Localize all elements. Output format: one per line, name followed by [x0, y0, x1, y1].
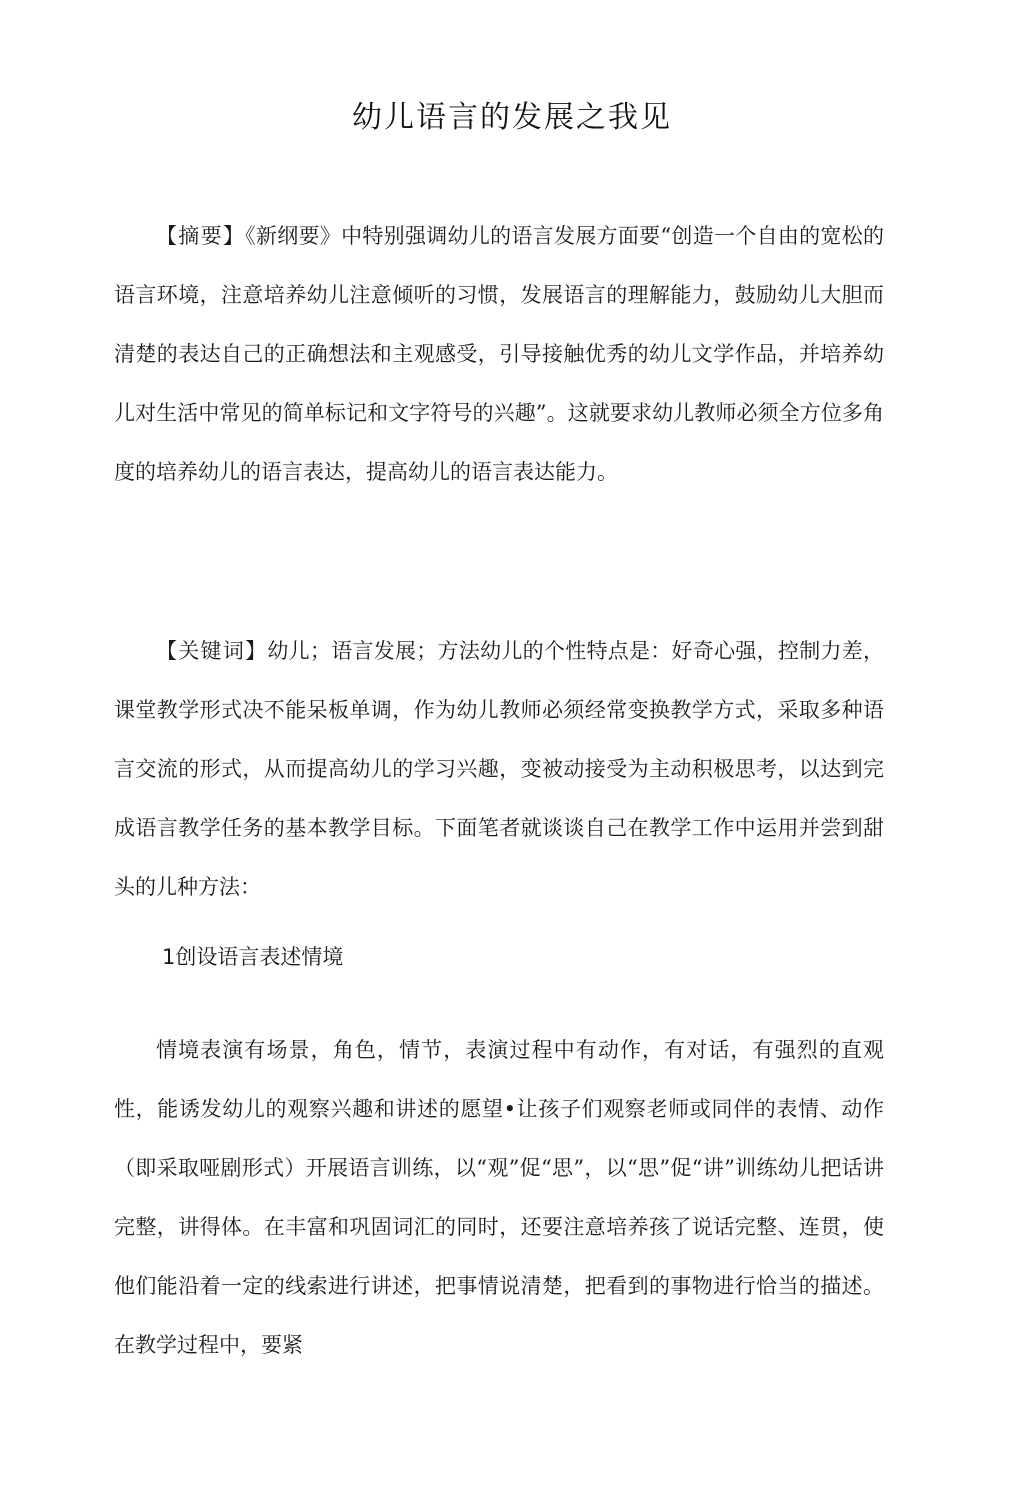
abstract-paragraph	[114, 207, 884, 502]
section-1-paragraph: 情境表演有场景，角色，情节，表演过程中有动作，有对话，有强烈的直观性，能诱发幼儿的观察兴趣和讲述的愿望•让孩子们观察老师或同伴的表情、动作（即采取哑剧形式）开展语言训练，以“观”促“思”，以“思”促“讲”训练幼儿把话讲完整，讲得体。在丰富和巩固词汇的同时，还要注意培养孩了说话完整、连贯，使他们能沿着一定的线索进行讲述，把事情说清楚，把看到的事物进行恰当的描述。在教学过程中，要紧	[114, 1038, 884, 1357]
abstract-text: 《新纲要》中特别强调幼儿的语言发展方面要“创造一个自由的宽松的语言环境，注意培养幼儿注意倾听的习惯，发展语言的理解能力，鼓励幼儿大胆而清楚的表达自己的正确想法和主观感受，引导接触优秀的幼儿文学作品，并培养幼儿对生活中常见的简单标记和文字符号的兴趣”。这就要求幼儿教师必须全方位多角度的培养幼儿的语言表达，提高幼儿的语言表达能力。	[114, 224, 885, 484]
document-title: 幼儿语言的发展之我见	[352, 100, 672, 135]
section-heading-1: 1创设语言表述情境	[162, 945, 344, 969]
keywords-label: 【关键词】	[156, 639, 268, 663]
keywords-paragraph	[114, 622, 884, 917]
keywords-text: 幼儿；语言发展；方法幼儿的个性特点是：好奇心强，控制力差，课堂教学形式决不能呆板单调，作为幼儿教师必须经常变换教学方式，采取多种语言交流的形式，从而提高幼儿的学习兴趣，变被动接受为主动积极思考，以达到完成语言教学任务的基本教学目标。下面笔者就谈谈自己在教学工作中运用并尝到甜头的儿种方法：	[114, 639, 885, 899]
abstract-label: 【摘要】	[156, 224, 246, 248]
